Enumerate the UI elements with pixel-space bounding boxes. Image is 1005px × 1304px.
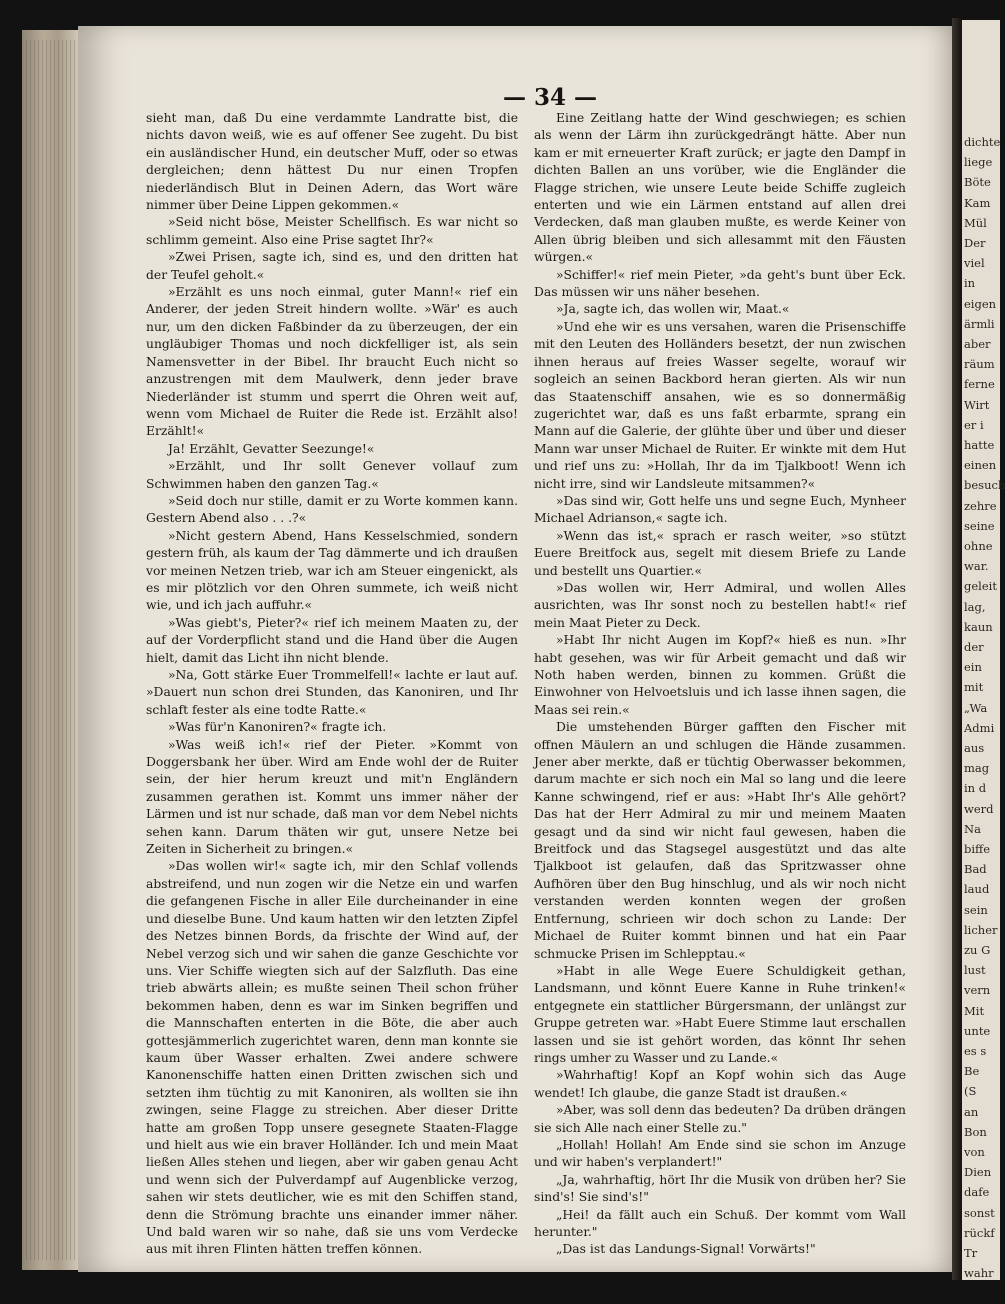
paragraph: »Was weiß ich!« rief der Pieter. »Kommt von Doggersbank her über. Wird am Ende wohl der de Ruiter sein, der hier herum kreuzt und mit'n Engländern zusammen gerathen ist. Kommt uns immer näher der Lärmen und ist nur schade, daß man vor dem Nebel nichts sehen kann. Darum thäten wir gut, unsere Netze bei Zeiten in Sicherheit zu bringen.« xyxy=(146,737,518,857)
next-page-fragment: einen xyxy=(964,458,997,473)
paragraph: „Hollah! Hollah! Am Ende sind sie schon im Anzuge und wir haben's verplandert!" xyxy=(534,1137,906,1170)
paragraph: »Das wollen wir!« sagte ich, mir den Schlaf vollends abstreifend, und nun zogen wir die Netze ein und warfen die gefangenen Fische in aller Eile durcheinander in eine und dieselbe Bune. Und kaum hatten wir den letzten Zipfel des Netzes binnen Bords, da frischte der Wind auf, der Nebel verzog sich und wir sahen die ganze Geschichte vor uns. Vier Schiffe wiegten sich auf der Salzfluth. Das eine trieb abwärts allein; es mußte seinen Theil schon früher bekommen haben, denn es war im Sinken begriffen und die Mannschaften enterten in die Böte, die aber auch gottesjämmerlich zugerichtet waren, denn man konnte sie kaum über Wasser erhalten. Zwei andere schwere Kanonenschiffe hatten einen Dritten zwischen sich und setzten ihm tüchtig zu mit Kanoniren, als wollten sie ihn zwingen, seine Flagge zu streichen. Aber dieser Dritte hatte am großen Topp unsere gesegnete Staaten-Flagge und hielt aus wie ein braver Holländer. Ich und mein Maat ließen Alles stehen und liegen, aber wir gaben genau Acht und wenn sich der Pulverdampf auf Augenblicke verzog, sahen wir stets deutlicher, wie es mit den Schiffen stand, denn die Strömung brachte uns einander immer näher. Und bald waren wir so nahe, daß sie uns vom Verdecke aus mit ihren Flinten hätten treffen können. xyxy=(146,859,518,1257)
next-page-fragment: zehre xyxy=(964,498,997,513)
next-page-fragment: ein xyxy=(964,660,982,675)
next-page-fragment: kaun xyxy=(964,619,993,634)
page-number: — 34 — xyxy=(502,84,598,111)
next-page-fragment: aber xyxy=(964,337,991,351)
paragraph: »Und ehe wir es uns versahen, waren die Prisenschiffe mit den Leuten des Holländers besetzt, der nun zwischen ihnen heraus auf freies Wasser segelte, worauf wir sogleich an seinen Backbord heran gierten. Als wir nun das Staatenschiff ansahen, wie es so donnermäßig zugerichtet war, daß es uns faßt erbarmte, sprang ein Mann auf die Galerie, der glühte über und über und dieser Mann war unser Michael de Ruiter. Er winkte mit dem Hut und rief uns zu: »Hollah, Ihr da im Tjalkboot! Wenn ich nicht irre, sind wir Landsleute mitsammen?« xyxy=(534,319,906,491)
next-page-fragment: lust xyxy=(964,963,986,978)
next-page-fragment: „Wa xyxy=(964,700,988,715)
next-page-fragment: Admi xyxy=(964,720,995,735)
next-page-fragment: ärmli xyxy=(964,316,995,331)
next-page-fragment: Bad xyxy=(964,862,987,877)
paragraph: »Nicht gestern Abend, Hans Kesselschmied, sondern gestern früh, als kaum der Tag dämmerte und ich draußen vor meinen Netzen trieb, war ich am Steuer eingenickt, als es mir plötzlich vor den Ohren summete, ich weiß nicht wie, und ich jach auffuhr.« xyxy=(146,528,518,613)
page-stack-lines xyxy=(26,40,78,1260)
paragraph: »Habt Ihr nicht Augen im Kopf?« hieß es nun. »Ihr habt gesehen, was wir für Arbeit gemacht und daß wir Noth haben werden, binnen zu kommen. Grüßt die Einwohner von Helvoetsluis und ich lasse ihnen sagen, die Maas sei rein.« xyxy=(534,633,906,717)
next-page-fragment: Mit xyxy=(964,1003,985,1018)
next-page-fragment: Wirt xyxy=(964,397,990,412)
paragraph: „Hei! da fällt auch ein Schuß. Der kommt vom Wall herunter." xyxy=(534,1207,906,1239)
next-page-fragment: geleit xyxy=(964,579,997,594)
paragraph: sieht man, daß Du eine verdammte Landratte bist, die nichts davon weiß, wie es auf offener See zugeht. Du bist ein ausländischer Hund, ein deutscher Muff, oder so etwas dergleichen; denn hättest Du nur einen Tropfen niederländisch Blut in Deinen Adern, das Wort wäre nimmer über Deine Lippen gekommen.« xyxy=(146,111,518,213)
next-page-fragment: in d xyxy=(964,781,987,796)
next-page-fragment: ohne xyxy=(964,539,993,553)
paragraph: »Na, Gott stärke Euer Trommelfell!« lachte er laut auf. »Dauert nun schon drei Stunden, das Kanoniren, und Ihr schlaft fester als eine todte Ratte.« xyxy=(146,668,518,717)
next-page-fragment: Der xyxy=(964,236,986,250)
next-page-fragment: Kam xyxy=(964,195,991,210)
paragraph: »Erzählt es uns noch einmal, guter Mann!« rief ein Anderer, der jeden Streit hindern wollte. »Wär' es auch nur, um den dicken Faßbinder da zu überzeugen, der ein ungläubiger Thomas und noch dickfelliger ist, als sein Namensvetter in der Bibel. Ihr braucht Euch nicht so anzustrengen mit dem Maulwerk, denn jeder brave Niederländer ist stumm und sperrt die Ohren weit auf, wenn vom Michael de Ruiter die Rede ist. Erzählt also! Erzählt!« xyxy=(146,285,518,439)
paragraph: Ja! Erzählt, Gevatter Seezunge!« xyxy=(168,441,375,456)
next-page-fragment: laud xyxy=(964,882,990,897)
next-page-fragment: (S xyxy=(964,1084,977,1099)
next-page-fragment: unte xyxy=(964,1023,991,1038)
next-page-fragment: zu G xyxy=(964,943,991,957)
next-page-fragment: dafe xyxy=(964,1185,990,1200)
next-page-fragment: dichte xyxy=(964,135,1001,149)
next-page-fragment: von xyxy=(964,1145,985,1159)
next-page-fragment: seine xyxy=(964,518,995,533)
paragraph: „Ja, wahrhaftig, hört Ihr die Musik von drüben her? Sie sind's! Sie sind's!" xyxy=(534,1172,906,1205)
paragraph: »Was giebt's, Pieter?« rief ich meinem Maaten zu, der auf der Vorderpflicht stand und die Hand über die Augen hielt, damit das Licht ihn nicht blende. xyxy=(146,615,518,665)
paragraph: Eine Zeitlang hatte der Wind geschwiegen; es schien als wenn der Lärm ihn zurückgedrängt hätte. Aber nun kam er mit erneuerter Kraft zurück; er jagte den Dampf in dichten Ballen an uns vorüber, wie die Engländer die Flagge strichen, wie unsere Leute beide Schiffe zugleich enterten und wie ein Lärmen entstand auf allen drei Verdecken, daß man glauben mußte, es werde Keiner von Allen übrig bleiben und sich allesammt mit den Fäusten würgen.« xyxy=(534,111,906,265)
next-page-fragment: liege xyxy=(964,155,993,170)
next-page-fragment: lag, xyxy=(964,599,986,614)
next-page-fragment: es s xyxy=(964,1044,987,1058)
next-page-fragment: mit xyxy=(964,680,984,695)
next-page-fragment: war. xyxy=(964,559,989,574)
next-page-fragment: in xyxy=(964,276,976,291)
next-page-fragment: sonst xyxy=(964,1205,995,1220)
right-text-column xyxy=(534,110,906,1259)
next-page-fragment: hatte xyxy=(964,438,995,452)
next-page-fragment: Böte xyxy=(964,175,991,190)
next-page-fragment: Mül xyxy=(964,215,987,230)
paragraph: »Aber, was soll denn das bedeuten? Da drüben drängen sie sich Alle nach einer Stelle zu." xyxy=(534,1103,906,1135)
next-page-fragment: ferne xyxy=(964,377,995,392)
paragraph: »Seid nicht böse, Meister Schellfisch. Es war nicht so schlimm gemeint. Also eine Prise sagtet Ihr?« xyxy=(146,215,518,247)
paragraph: »Erzählt, und Ihr sollt Genever vollauf zum Schwimmen haben den ganzen Tag.« xyxy=(146,459,518,491)
next-page-fragment: biffe xyxy=(964,842,991,856)
paragraph: »Ja, sagte ich, das wollen wir, Maat.« xyxy=(556,302,790,317)
next-page-fragment: licher xyxy=(964,922,998,937)
next-page-fragment: Na xyxy=(964,821,981,836)
next-page-fragment: sein xyxy=(964,902,988,917)
next-page-fragment: vern xyxy=(964,983,991,998)
next-page-fragment: er i xyxy=(964,417,984,432)
next-page-fragment: Be xyxy=(964,1064,980,1079)
paragraph: »Seid doch nur stille, damit er zu Worte kommen kann. Gestern Abend also . . .?« xyxy=(146,493,518,526)
left-text-column xyxy=(146,110,518,1259)
next-page-fragment: wahr xyxy=(964,1266,994,1281)
next-page-fragment: eigen xyxy=(964,296,997,311)
next-page-fragment: der xyxy=(964,640,984,654)
next-page-fragment: räum xyxy=(964,357,995,372)
paragraph: Die umstehenden Bürger gafften den Fischer mit offnen Mäulern an und schlugen die Hände zusammen. Jener aber merkte, daß er tüchtig Oberwasser bekommen, darum machte er sich noch ein Mal so lang und die leere Kanne schwingend, rief er aus: »Habt Ihr's Alle gehört? Das hat der Herr Admiral zu mir und meinem Maaten gesagt und da sind wir nicht faul gewesen, haben die Breitfock und das Stagsegel ausgestützt und das alte Tjalkboot ist gelaufen, daß das Spritzwasser ohne Aufhören über den Bug hinschlug, und als wir noch nicht verstanden werden konnten wegen der großen Entfernung, schrieen wir doch schon zu Lande: Der Michael de Ruiter kommt binnen und hat ein Paar schmucke Prisen im Schlepptau.« xyxy=(534,720,906,961)
next-page-fragment: aus xyxy=(964,741,985,755)
paragraph: »Schiffer!« rief mein Pieter, »da geht's bunt über Eck. Das müssen wir uns näher besehen. xyxy=(534,267,906,300)
next-page-fragment: an xyxy=(964,1104,979,1119)
paragraph: »Wahrhaftig! Kopf an Kopf wohin sich das Auge wendet! Ich glaube, die ganze Stadt ist draußen.« xyxy=(534,1068,906,1100)
next-page-fragment: rückf xyxy=(964,1225,995,1240)
next-page-fragment: werd xyxy=(964,801,994,816)
paragraph: »Wenn das ist,« sprach er rasch weiter, »so stützt Euere Breitfock aus, segelt mit diesem Briefe zu Lande und bestellt uns Quartier.« xyxy=(534,528,906,578)
next-page-fragment: Tr xyxy=(964,1246,978,1260)
next-page-fragment: Dien xyxy=(964,1165,992,1180)
paragraph: »Das sind wir, Gott helfe uns und segne Euch, Mynheer Michael Adrianson,« sagte ich. xyxy=(534,493,906,526)
paragraph: »Zwei Prisen, sagte ich, sind es, und den dritten hat der Teufel geholt.« xyxy=(146,250,518,282)
paragraph: „Das ist das Landungs-Signal! Vorwärts!" xyxy=(556,1242,816,1257)
next-page-fragment: besuch xyxy=(964,478,1005,493)
paragraph: »Das wollen wir, Herr Admiral, und wollen Alles ausrichten, was Ihr sonst noch zu bestellen habt!« rief mein Maat Pieter zu Deck. xyxy=(534,580,906,630)
next-page-fragment: Bon xyxy=(964,1124,987,1139)
next-page-edge xyxy=(962,20,1005,1281)
next-page-fragment: viel xyxy=(964,256,985,271)
paragraph: »Was für'n Kanoniren?« fragte ich. xyxy=(168,720,387,735)
paragraph: »Habt in alle Wege Euere Schuldigkeit gethan, Landsmann, und könnt Euere Kanne in Ruhe trinken!« entgegnete ein stattlicher Bürgersmann, der unlängst zur Gruppe getreten war. »Habt Euere Stimme laut erschallen lassen und sie ist gehört worden, das könnt Ihr sehen rings umher zu Wasser und zu Lande.« xyxy=(534,963,906,1065)
next-page-fragment: mag xyxy=(964,761,990,776)
